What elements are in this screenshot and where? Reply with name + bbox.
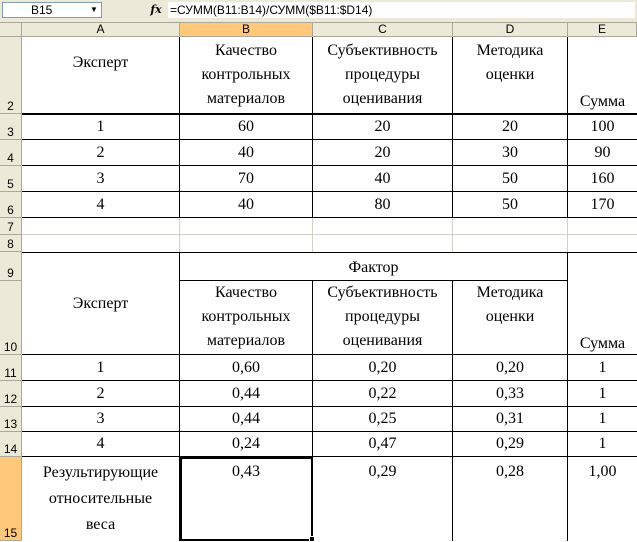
t1-cell-expert[interactable]: 2 bbox=[96, 144, 105, 161]
t2-cell-sum[interactable]: 1 bbox=[598, 410, 607, 427]
fill-handle[interactable] bbox=[309, 536, 315, 542]
row-header-2[interactable]: 2 bbox=[0, 37, 22, 114]
row-header-6[interactable]: 6 bbox=[0, 192, 22, 218]
gridline bbox=[567, 218, 568, 252]
table-border bbox=[22, 380, 637, 381]
table-border bbox=[22, 354, 637, 355]
result-quality[interactable]: 0,43 bbox=[232, 463, 260, 480]
row-header-7[interactable]: 7 bbox=[0, 218, 22, 235]
t2-cell-expert[interactable]: 3 bbox=[96, 410, 105, 427]
name-box[interactable] bbox=[2, 2, 102, 18]
t1-cell-expert[interactable]: 3 bbox=[96, 170, 105, 187]
t2-cell-quality[interactable]: 0,44 bbox=[232, 385, 260, 402]
table-border bbox=[22, 191, 637, 192]
t1-cell-sum[interactable]: 160 bbox=[590, 170, 615, 187]
t2-header-sum[interactable]: Сумма bbox=[579, 335, 626, 352]
t1-cell-subjectivity[interactable]: 40 bbox=[374, 170, 391, 187]
row-header-3[interactable]: 3 bbox=[0, 114, 22, 140]
t1-cell-expert[interactable]: 1 bbox=[96, 118, 105, 135]
t1-header-sum[interactable]: Сумма bbox=[579, 93, 626, 110]
table-border bbox=[22, 139, 637, 140]
t1-cell-quality[interactable]: 60 bbox=[238, 118, 254, 135]
t2-cell-subjectivity[interactable]: 0,25 bbox=[368, 410, 397, 427]
t1-cell-subjectivity[interactable]: 80 bbox=[374, 196, 391, 213]
gridline bbox=[22, 234, 637, 235]
gridline bbox=[312, 218, 313, 252]
row-header-14[interactable]: 14 bbox=[0, 432, 22, 457]
t1-cell-expert[interactable]: 4 bbox=[96, 196, 105, 213]
column-header-e[interactable]: E bbox=[568, 23, 637, 37]
t2-cell-quality[interactable]: 0,44 bbox=[232, 410, 260, 427]
t2-header-quality[interactable]: Качество контрольных материалов bbox=[201, 284, 291, 349]
t1-cell-sum[interactable]: 90 bbox=[594, 144, 611, 161]
table-border bbox=[22, 252, 637, 253]
t2-cell-sum[interactable]: 1 bbox=[598, 435, 607, 452]
t1-header-quality[interactable]: Качество контрольных материалов bbox=[201, 42, 291, 107]
t2-cell-method[interactable]: 0,33 bbox=[496, 385, 524, 402]
t1-header-method[interactable]: Методика оценки bbox=[476, 42, 544, 83]
name-box-value: B15 bbox=[31, 3, 53, 17]
t1-cell-quality[interactable]: 40 bbox=[238, 144, 254, 161]
t2-cell-subjectivity[interactable]: 0,22 bbox=[368, 385, 397, 402]
t1-cell-subjectivity[interactable]: 20 bbox=[374, 118, 391, 135]
t1-cell-method[interactable]: 50 bbox=[502, 170, 518, 187]
t1-cell-quality[interactable]: 70 bbox=[238, 170, 254, 187]
t2-cell-expert[interactable]: 1 bbox=[96, 359, 105, 376]
select-all-corner[interactable] bbox=[0, 23, 22, 37]
t2-cell-method[interactable]: 0,29 bbox=[496, 435, 524, 452]
result-sum[interactable]: 1,00 bbox=[588, 463, 617, 480]
t1-cell-sum[interactable]: 100 bbox=[590, 118, 615, 135]
row-header-8[interactable]: 8 bbox=[0, 235, 22, 252]
t1-cell-subjectivity[interactable]: 20 bbox=[374, 144, 391, 161]
row-header-11[interactable]: 11 bbox=[0, 355, 22, 381]
row-header-4[interactable]: 4 bbox=[0, 140, 22, 166]
t2-cell-sum[interactable]: 1 bbox=[598, 385, 607, 402]
column-header-b[interactable]: B bbox=[180, 23, 313, 37]
column-header-c[interactable]: C bbox=[313, 23, 453, 37]
row-header-15[interactable]: 15 bbox=[0, 457, 22, 541]
t1-cell-method[interactable]: 50 bbox=[502, 196, 518, 213]
gridline bbox=[179, 218, 180, 252]
t2-cell-method[interactable]: 0,31 bbox=[496, 410, 524, 427]
t2-header-subjectivity[interactable]: Субъективность процедуры оценивания bbox=[327, 284, 438, 349]
row-header-12[interactable]: 12 bbox=[0, 381, 22, 407]
row-header-10[interactable]: 10 bbox=[0, 281, 22, 355]
t2-cell-method[interactable]: 0,20 bbox=[496, 359, 524, 376]
row-header-9[interactable]: 9 bbox=[0, 252, 22, 281]
table-border bbox=[22, 456, 637, 457]
t2-cell-quality[interactable]: 0,24 bbox=[232, 435, 260, 452]
result-method[interactable]: 0,28 bbox=[496, 463, 524, 480]
t2-header-expert[interactable]: Эксперт bbox=[72, 295, 129, 312]
function-icon[interactable]: fx bbox=[150, 3, 162, 16]
t1-header-expert[interactable]: Эксперт bbox=[72, 54, 129, 71]
t2-cell-subjectivity[interactable]: 0,47 bbox=[368, 435, 397, 452]
result-subjectivity[interactable]: 0,29 bbox=[368, 463, 397, 480]
gridline bbox=[452, 218, 453, 252]
t2-cell-expert[interactable]: 4 bbox=[96, 435, 105, 452]
column-header-a[interactable]: A bbox=[22, 23, 180, 37]
row-header-13[interactable]: 13 bbox=[0, 407, 22, 432]
chevron-down-icon[interactable]: ▼ bbox=[90, 5, 98, 14]
t2-cell-subjectivity[interactable]: 0,20 bbox=[368, 359, 397, 376]
t2-cell-quality[interactable]: 0,60 bbox=[232, 359, 260, 376]
formula-bar bbox=[0, 0, 637, 23]
t1-cell-sum[interactable]: 170 bbox=[590, 196, 615, 213]
column-header-d[interactable]: D bbox=[453, 23, 568, 37]
t1-cell-method[interactable]: 30 bbox=[502, 144, 518, 161]
table-border bbox=[22, 165, 637, 166]
t2-header-method[interactable]: Методика оценки bbox=[476, 284, 544, 325]
t1-cell-method[interactable]: 20 bbox=[502, 118, 518, 135]
row-header-5[interactable]: 5 bbox=[0, 166, 22, 192]
t2-cell-expert[interactable]: 2 bbox=[96, 385, 105, 402]
t1-header-subjectivity[interactable]: Субъективность процедуры оценивания bbox=[327, 42, 438, 107]
formula-input[interactable]: =СУММ(B11:B14)/СУММ($B11:$D14) bbox=[168, 2, 635, 18]
result-label[interactable]: Результирующие относительные веса bbox=[42, 464, 159, 533]
t2-cell-sum[interactable]: 1 bbox=[598, 359, 607, 376]
t2-header-factor[interactable]: Фактор bbox=[348, 259, 399, 276]
t1-cell-quality[interactable]: 40 bbox=[238, 196, 254, 213]
table-border bbox=[22, 217, 637, 218]
